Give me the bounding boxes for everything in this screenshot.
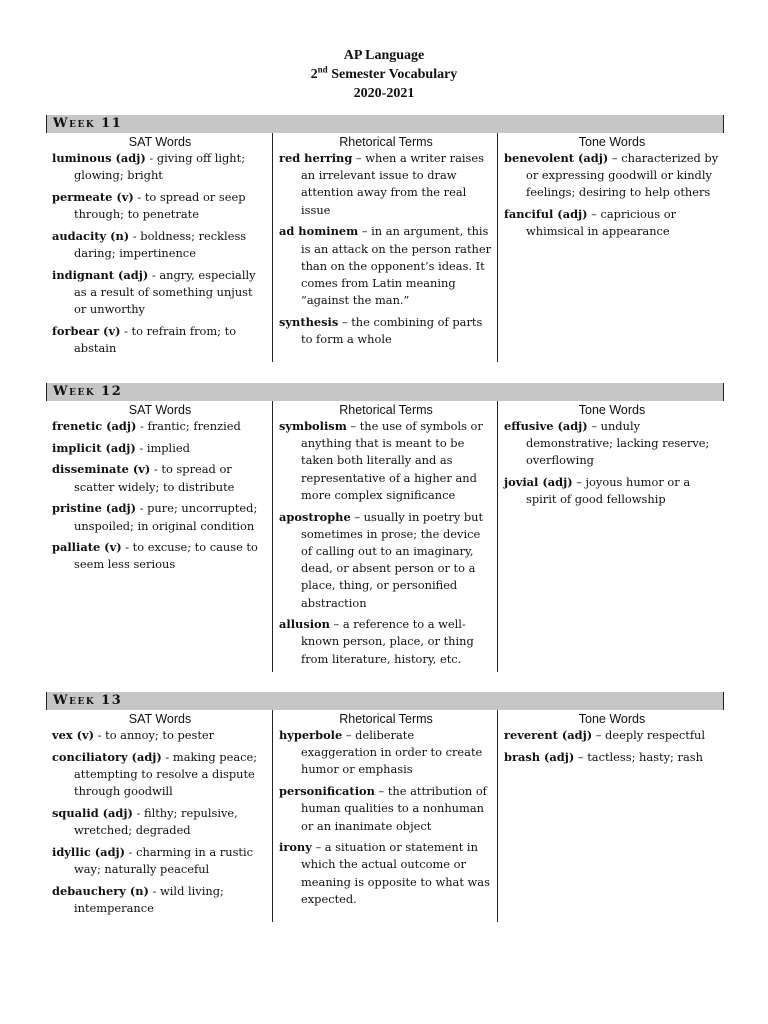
vocab-definition: - filthy; repulsive, wretched; degraded: [74, 805, 238, 838]
vocab-entry: [504, 749, 720, 766]
vocab-definition: - making peace; attempting to resolve a dispute through goodwill: [74, 749, 258, 799]
vocab-entry: [52, 461, 268, 495]
vocab-definition: - implied: [135, 440, 190, 455]
vocab-entry: [52, 500, 268, 534]
rhetorical-terms-column: [272, 710, 498, 922]
vocab-entry: [279, 314, 493, 348]
vocab-term: squalid (adj): [52, 805, 133, 820]
title-course: AP Language: [343, 48, 425, 63]
vocab-term: debauchery (n): [52, 883, 149, 898]
vocab-definition: - pure; uncorrupted; unspoiled; in original condition: [74, 501, 258, 533]
vocab-definition: – the combining of parts to form a whole: [301, 314, 483, 347]
week-columns: [46, 133, 724, 362]
vocab-term: indignant (adj): [52, 267, 149, 282]
column-heading: SAT Words: [128, 403, 192, 417]
vocab-definition: - to refrain from; to abstain: [74, 323, 237, 356]
column-heading: Rhetorical Terms: [339, 403, 433, 417]
vocab-entry: [504, 206, 720, 240]
vocab-entry: [52, 228, 268, 262]
vocab-entry: [279, 839, 493, 908]
vocab-entry: [279, 783, 493, 835]
vocab-definition: - to excuse; to cause to seem less serious: [74, 540, 258, 572]
vocab-term: pristine (adj): [52, 501, 137, 516]
vocab-definition: - to annoy; to pester: [94, 728, 215, 742]
vocab-term: apostrophe: [279, 509, 351, 524]
vocab-entry: [52, 189, 268, 223]
vocab-term: red herring: [279, 151, 353, 165]
vocab-term: palliate (v): [52, 540, 122, 555]
vocab-term: frenetic (adj): [52, 419, 137, 433]
vocab-definition: – deliberate exaggeration in order to create humor or emphasis: [301, 728, 483, 777]
vocab-term: symbolism: [279, 419, 347, 433]
vocab-entry: [52, 539, 268, 573]
vocab-definition: – the use of symbols or anything that is meant to be taken both literally and as representative of a higher and more complex significance: [301, 419, 483, 502]
vocab-entry: [52, 749, 268, 801]
vocab-entry: [52, 150, 268, 184]
week-heading: Week 11: [46, 115, 724, 133]
vocab-entry: [52, 844, 268, 878]
vocab-definition: – usually in poetry but sometimes in prose; the device of calling out to an imaginary, dead, or absent person or to a place, thing, or personified abstraction: [301, 509, 484, 610]
document-title: [0, 46, 768, 103]
vocab-entry: [504, 727, 720, 744]
week-columns: [46, 401, 724, 672]
vocab-definition: - boldness; reckless daring; impertinence: [74, 228, 247, 261]
column-heading: SAT Words: [128, 135, 192, 149]
week-heading: Week 12: [46, 383, 724, 401]
vocab-term: synthesis: [279, 314, 339, 329]
vocab-entry: [504, 474, 720, 508]
vocab-term: audacity (n): [52, 228, 130, 243]
vocab-term: benevolent (adj): [504, 151, 609, 165]
vocab-term: forbear (v): [52, 323, 121, 338]
tone-words-column: [498, 133, 724, 362]
week-section: [46, 692, 724, 922]
vocab-term: personification: [279, 784, 375, 799]
vocab-definition: - to spread or seep through; to penetrate: [74, 189, 246, 222]
vocab-term: allusion: [279, 617, 330, 632]
tone-words-column: [498, 401, 724, 672]
vocab-definition: – joyous humor or a spirit of good fellowship: [526, 475, 691, 507]
vocab-entry: [279, 223, 493, 309]
vocab-entry: [52, 440, 268, 457]
vocab-definition: – characterized by or expressing goodwill or kindly feelings; desiring to help others: [526, 151, 719, 200]
vocab-term: effusive (adj): [504, 419, 588, 433]
vocab-entry: [52, 323, 268, 357]
vocab-definition: – when a writer raises an irrelevant issue to draw attention away from the real issue: [301, 151, 484, 217]
vocab-definition: - angry, especially as a result of something unjust or unworthy: [74, 267, 256, 317]
vocab-term: jovial (adj): [504, 475, 573, 490]
vocab-term: irony: [279, 840, 312, 855]
vocab-entry: [52, 418, 268, 435]
vocab-term: permeate (v): [52, 189, 134, 204]
vocab-definition: – a situation or statement in which the actual outcome or meaning is opposite to what was expected.: [301, 840, 490, 906]
rhetorical-terms-column: [272, 401, 498, 672]
column-heading: Rhetorical Terms: [339, 712, 433, 726]
vocab-definition: - to spread or scatter widely; to distribute: [74, 462, 235, 494]
vocab-entry: [279, 616, 493, 668]
vocab-definition: – deeply respectful: [592, 728, 706, 742]
title-year: 2020-2021: [353, 86, 415, 101]
column-heading: Tone Words: [578, 403, 646, 417]
vocab-term: disseminate (v): [52, 462, 151, 477]
vocab-term: implicit (adj): [52, 440, 136, 455]
vocab-term: hyperbole: [279, 728, 343, 742]
vocab-entry: [279, 509, 493, 612]
vocab-entry: [504, 418, 720, 470]
vocab-definition: – tactless; hasty; rash: [574, 749, 703, 764]
vocab-term: idyllic (adj): [52, 844, 126, 859]
vocab-definition: – the attribution of human qualities to a nonhuman or an inanimate object: [301, 784, 487, 833]
vocab-definition: - charming in a rustic way; naturally peaceful: [74, 844, 254, 876]
vocab-term: vex (v): [52, 728, 95, 742]
column-heading: SAT Words: [128, 712, 192, 726]
vocab-term: reverent (adj): [504, 728, 593, 742]
vocab-entry: [52, 883, 268, 917]
vocab-entry: [279, 150, 493, 219]
vocab-term: luminous (adj): [52, 151, 146, 165]
vocab-definition: – in an argument, this is an attack on the person rather than on the opponent’s ideas. It comes from Latin meaning “against the man.”: [301, 224, 492, 308]
title-semester-text: Semester Vocabulary: [327, 67, 458, 82]
tone-words-column: [498, 710, 724, 922]
title-semester: [0, 65, 768, 84]
vocab-term: conciliatory (adj): [52, 749, 162, 764]
sat-words-column: [46, 401, 272, 672]
sat-words-column: [46, 133, 272, 362]
vocab-definition: - frantic; frenzied: [136, 419, 241, 433]
vocab-entry: [52, 727, 268, 744]
vocab-entry: [52, 805, 268, 839]
vocab-definition: - wild living; intemperance: [74, 883, 224, 915]
vocab-entry: [279, 418, 493, 504]
vocab-entry: [279, 727, 493, 779]
vocab-entry: [504, 150, 720, 202]
week-section: [46, 383, 724, 672]
column-heading: Rhetorical Terms: [339, 135, 433, 149]
sat-words-column: [46, 710, 272, 922]
vocab-term: ad hominem: [279, 224, 359, 239]
rhetorical-terms-column: [272, 133, 498, 362]
vocab-definition: - giving off light; glowing; bright: [74, 151, 246, 183]
title-semester-number: 2: [310, 67, 318, 82]
week-section: [46, 115, 724, 362]
vocab-definition: – a reference to a well-known person, place, or thing from literature, history, etc.: [301, 617, 474, 666]
column-heading: Tone Words: [578, 135, 646, 149]
vocab-term: brash (adj): [504, 749, 575, 764]
vocab-entry: [52, 267, 268, 319]
column-heading: Tone Words: [578, 712, 646, 726]
week-heading: Week 13: [46, 692, 724, 710]
vocab-definition: – unduly demonstrative; lacking reserve; overflowing: [526, 419, 710, 468]
vocab-term: fanciful (adj): [504, 207, 588, 222]
title-semester-suffix: nd: [317, 64, 328, 75]
week-columns: [46, 710, 724, 922]
vocab-definition: – capricious or whimsical in appearance: [526, 207, 677, 239]
